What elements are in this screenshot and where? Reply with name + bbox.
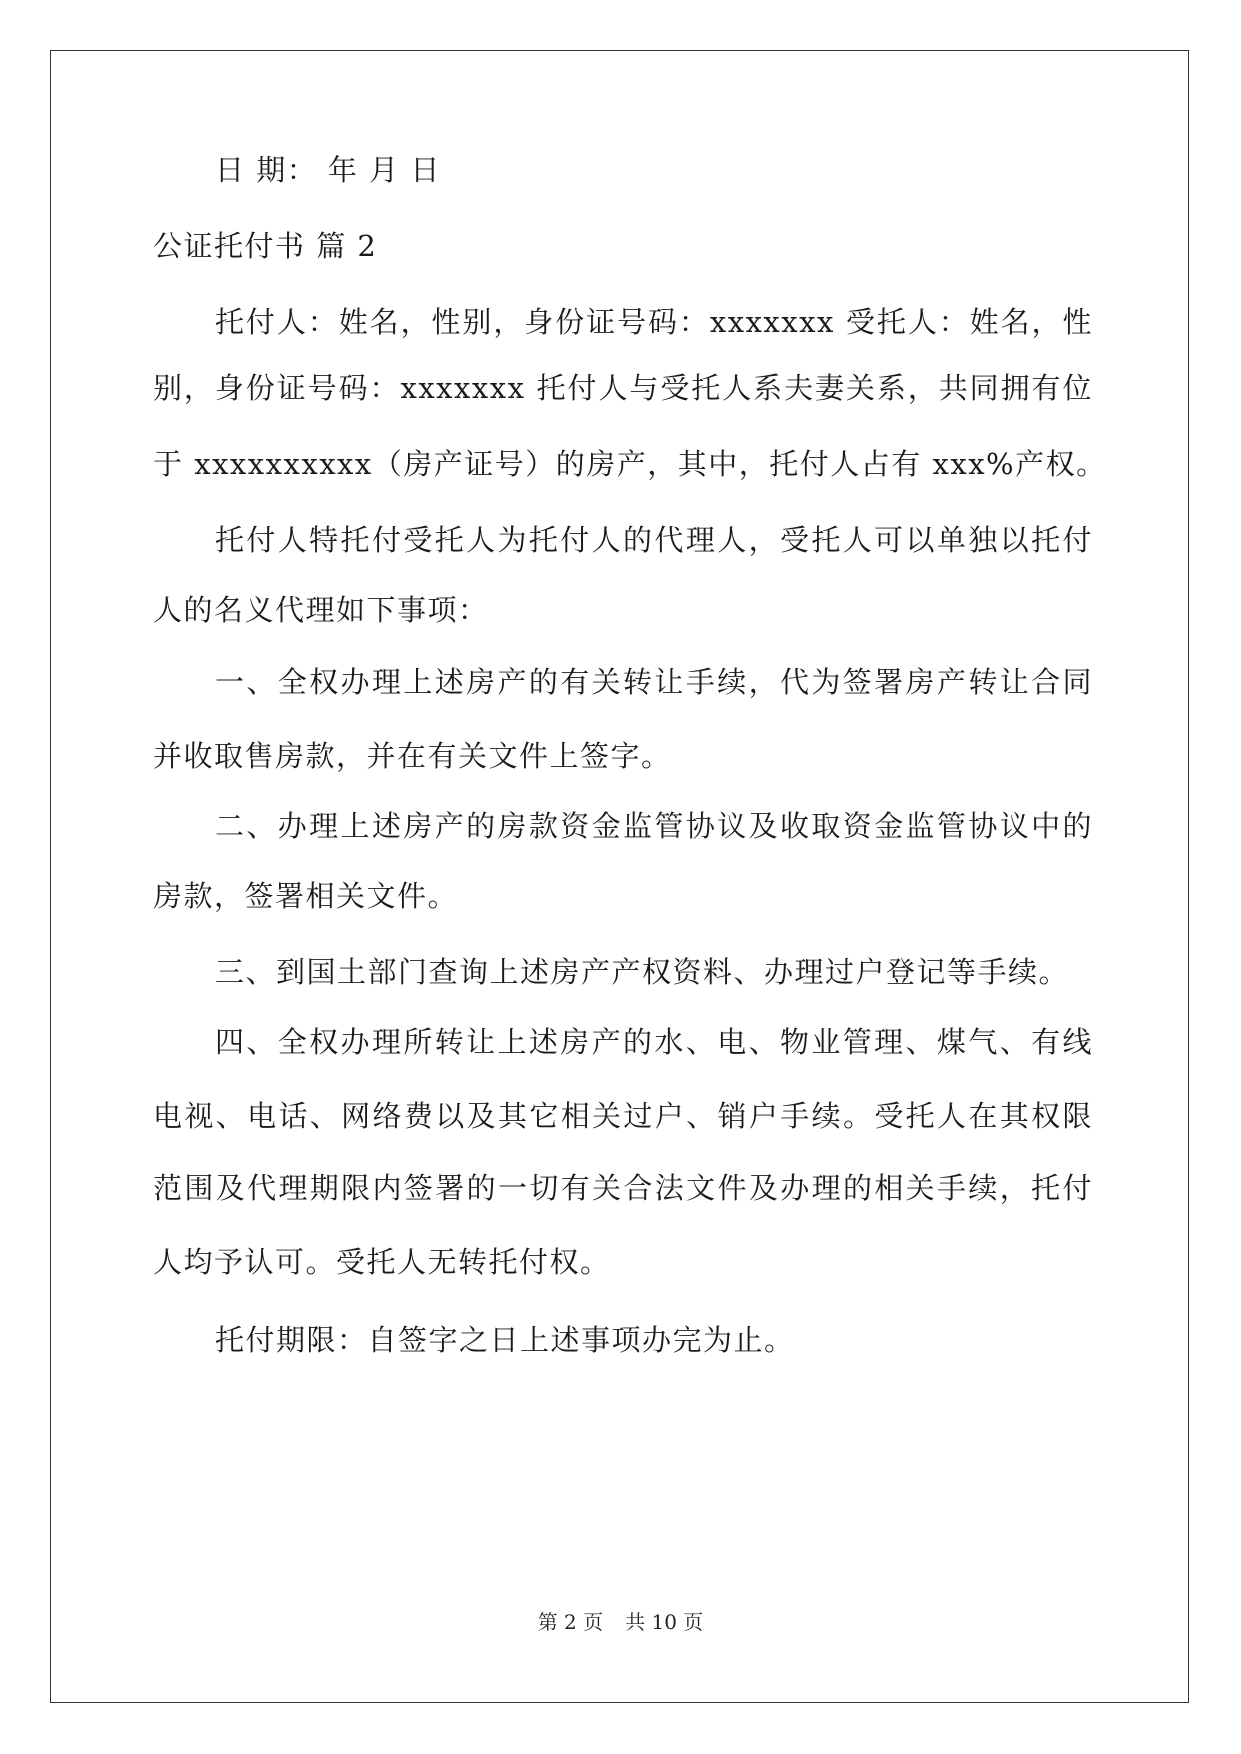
date-line: 日 期： 年 月 日 [215,153,441,187]
page-footer [0,1608,1241,1636]
paragraph-line: 人均予认可。受托人无转托付权。 [153,1245,611,1279]
paragraph-line: 房款，签署相关文件。 [153,879,459,913]
section-heading: 公证托付书 篇 2 [153,229,378,263]
paragraph-line: 别，身份证号码：xxxxxxx 托付人与受托人系夫妻关系，共同拥有位 [153,371,1093,405]
paragraph-line: 电视、电话、网络费以及其它相关过户、销户手续。受托人在其权限 [153,1099,1093,1133]
paragraph-line: 人的名义代理如下事项： [153,593,489,627]
page-number: 第 2 页 [537,1610,604,1634]
paragraph-line: 二、办理上述房产的房款资金监管协议及收取资金监管协议中的 [215,809,1093,843]
paragraph-line: 一、全权办理上述房产的有关转让手续，代为签署房产转让合同 [215,665,1093,699]
paragraph-line: 三、到国土部门查询上述房产产权资料、办理过户登记等手续。 [215,955,1070,989]
paragraph-line: 托付期限：自签字之日上述事项办完为止。 [215,1323,795,1357]
paragraph-line: 四、全权办理所转让上述房产的水、电、物业管理、煤气、有线 [215,1025,1093,1059]
paragraph-line: 于 xxxxxxxxxx（房产证号）的房产，其中，托付人占有 xxx%产权。 [153,447,1107,481]
paragraph-line: 托付人特托付受托人为托付人的代理人，受托人可以单独以托付 [215,523,1093,557]
page-total: 共 10 页 [625,1610,704,1634]
paragraph-line: 范围及代理期限内签署的一切有关合法文件及办理的相关手续，托付 [153,1171,1093,1205]
paragraph-line: 托付人：姓名，性别，身份证号码：xxxxxxx 受托人：姓名，性 [215,305,1093,339]
paragraph-line: 并收取售房款，并在有关文件上签字。 [153,739,672,773]
